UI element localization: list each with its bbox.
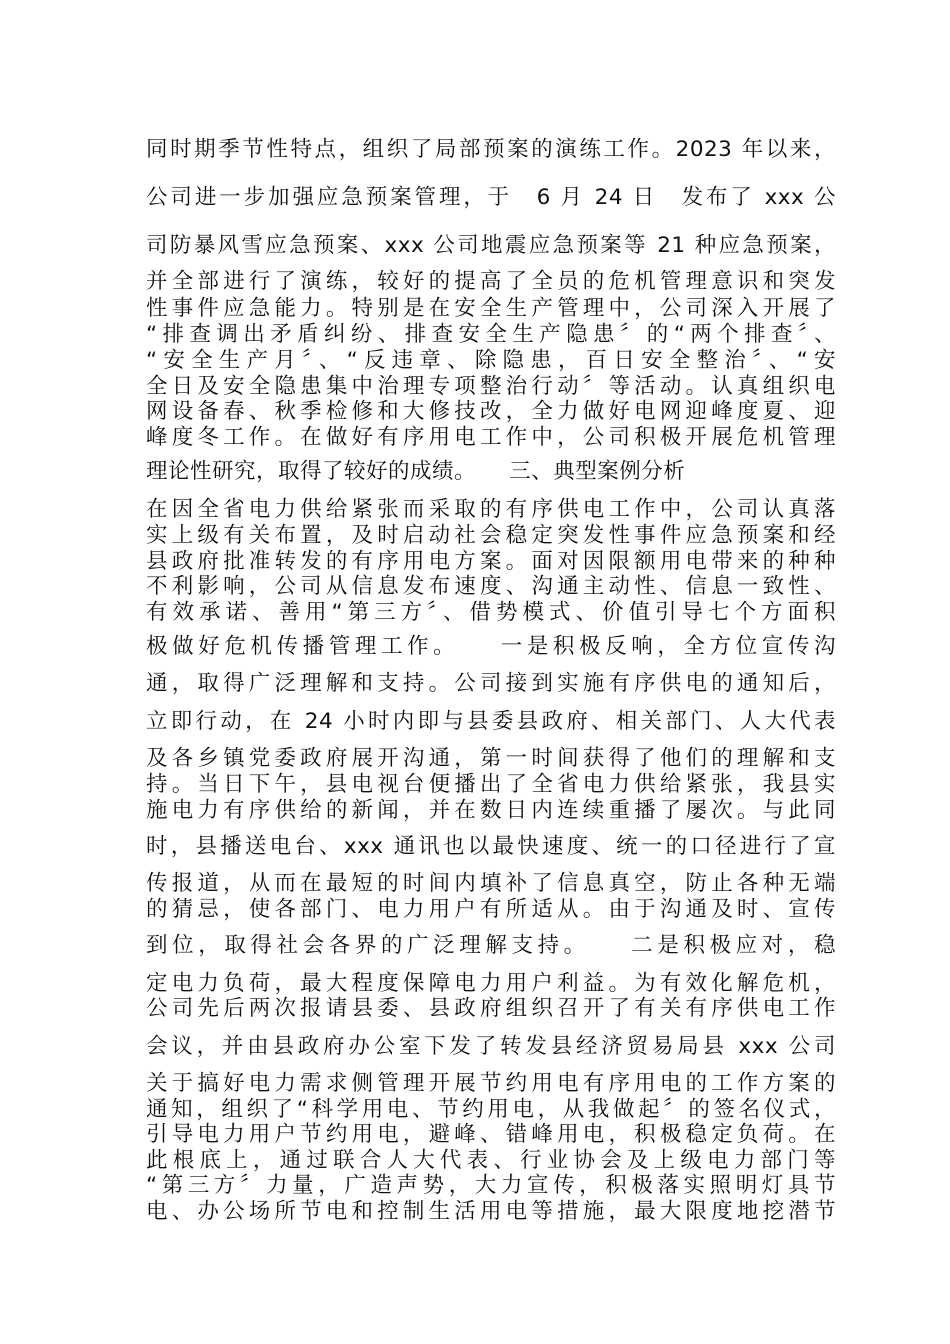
text-line: 县政府批准转发的有序用电方案。面对因限额用电带来的种种 (146, 549, 836, 574)
text-line: 并全部进行了演练，较好的提高了全员的危机管理意识和突发 (146, 269, 836, 294)
text-line: 通，取得广泛理解和支持。公司接到实施有序供电的通知后， (146, 671, 836, 696)
text-line: “安全生产月〞、“反违章、除隐患，百日安全整治〞、“安 (146, 348, 836, 373)
text-line: 有效承诺、善用“第三方〞、借势模式、价值引导七个方面积 (146, 600, 836, 625)
text-line: “第三方〞力量，广造声势，大力宣传，积极落实照明灯具节 (146, 1173, 836, 1198)
text-line: 不利影响，公司从信息发布速度、沟通主动性、信息一致性、 (146, 574, 836, 599)
text-line: 公司先后两次报请县委、县政府组织召开了有关有序供电工作 (146, 996, 836, 1021)
text-line: “排查调出矛盾纠纷、排查安全生产隐患〞的“两个排查〞、 (146, 322, 836, 347)
text-line: 时，县播送电台、xxx 通讯也以最快速度、统一的口径进行了宣 (146, 834, 836, 859)
text-line: 立即行动，在 24 小时内即与县委县政府、相关部门、人大代表 (146, 709, 836, 734)
text-line: 性事件应急能力。特别是在安全生产管理中，公司深入开展了 (146, 296, 836, 321)
text-line: 理论性研究，取得了较好的成绩。 三、典型案例分析 (146, 459, 686, 484)
text-line: 此根底上，通过联合人大代表、行业协会及上级电力部门等 (146, 1148, 836, 1173)
text-line: 传报道，从而在最短的时间内填补了信息真空，防止各种无端 (146, 871, 836, 896)
text-line: 峰度冬工作。在做好有序用电工作中，公司积极开展危机管理 (146, 425, 836, 450)
text-line: 会议，并由县政府办公室下发了转发县经济贸易局县 xxx 公司 (146, 1034, 836, 1059)
text-line: 引导电力用户节约用电，避峰、错峰用电，积极稳定负荷。在 (146, 1122, 836, 1147)
text-line: 司防暴风雪应急预案、xxx 公司地震应急预案等 21 种应急预案， (146, 233, 836, 258)
text-line: 通知，组织了“科学用电、节约用电，从我做起〞的签名仪式， (146, 1097, 836, 1122)
text-line: 及各乡镇党委政府展开沟通，第一时间获得了他们的理解和支 (146, 746, 836, 771)
text-line: 同时期季节性特点，组织了局部预案的演练工作。2023 年以来， (146, 137, 836, 162)
text-line: 定电力负荷，最大程度保障电力用户利益。为有效化解危机， (146, 971, 836, 996)
text-line: 到位，取得社会各界的广泛理解支持。 二是积极应对，稳 (146, 933, 836, 958)
text-line: 持。当日下午，县电视台便播出了全省电力供给紧张，我县实 (146, 772, 836, 797)
text-line: 全日及安全隐患集中治理专项整治行动〞等活动。认真组织电 (146, 374, 836, 399)
text-line: 关于搞好电力需求侧管理开展节约用电有序用电的工作方案的 (146, 1071, 836, 1096)
text-line: 网设备春、秋季检修和大修技改，全力做好电网迎峰度夏、迎 (146, 399, 836, 424)
text-line: 在因全省电力供给紧张而采取的有序供电工作中，公司认真落 (146, 497, 836, 522)
text-line: 极做好危机传播管理工作。 一是积极反响，全方位宣传沟 (146, 634, 836, 659)
text-line: 实上级有关布置，及时启动社会稳定突发性事件应急预案和经 (146, 523, 836, 548)
text-line: 的猜忌，使各部门、电力用户有所适从。由于沟通及时、宣传 (146, 897, 836, 922)
text-line: 电、办公场所节电和控制生活用电等措施，最大限度地挖潜节 (146, 1199, 836, 1224)
text-line: 公司进一步加强应急预案管理，于 6 月 24 日 发布了 xxx 公 (146, 185, 836, 210)
text-line: 施电力有序供给的新闻，并在数日内连续重播了屡次。与此同 (146, 798, 836, 823)
